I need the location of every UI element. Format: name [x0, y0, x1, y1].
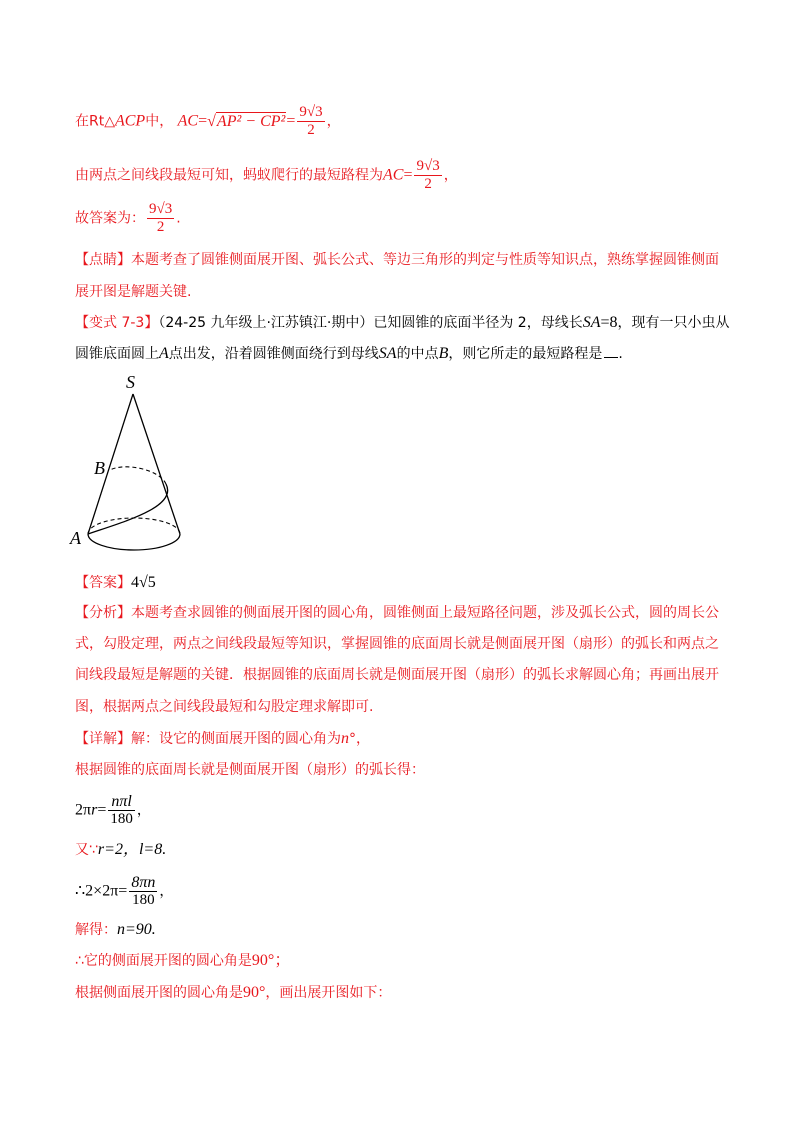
text-ac: AC: [177, 112, 199, 130]
text-q4: ，则它所走的最短路程是: [448, 346, 603, 362]
text-comma: ，: [326, 113, 341, 130]
text-deg: °，: [349, 731, 370, 747]
radicand: AP² − CP²: [216, 112, 286, 130]
text-sa: SA: [582, 314, 601, 331]
text-detail-8c: ，画出展开图如下：: [265, 985, 392, 1001]
frac-den: 2: [156, 219, 165, 235]
detail-8: [75, 983, 391, 1003]
label-s: S: [126, 372, 135, 392]
text-rt: 在Rt△: [75, 113, 115, 130]
frac-num: nπl: [108, 793, 135, 811]
text-q1: 圆锥底面圆上: [75, 346, 159, 362]
line-7: [75, 343, 623, 364]
radical: √AP² − CP²: [207, 112, 286, 130]
line-5: [75, 282, 191, 302]
tag-answer: 【答案】: [75, 575, 131, 591]
line-6: [75, 313, 730, 333]
tag-detail: 【详解】: [75, 731, 131, 747]
text-eq: =: [403, 166, 413, 184]
f2-comma: ，: [159, 883, 174, 900]
text-90deg: 90°；: [251, 952, 291, 969]
text-n90: n=90.: [117, 921, 156, 938]
line-2: [75, 158, 458, 193]
detail-2: [75, 760, 425, 780]
line-3: [75, 201, 181, 236]
label-a: A: [70, 528, 81, 548]
fraction-f1: [108, 793, 135, 828]
path-a-to-b: [88, 484, 168, 534]
text-eq8: =8: [600, 314, 618, 331]
answer-blank: [604, 343, 618, 358]
cone-right-edge: [133, 394, 180, 534]
text-dianjing-2: 展开图是解题关键.: [75, 284, 192, 300]
text-acp: ACP: [114, 112, 146, 130]
base-back-arc: [88, 518, 180, 534]
text-analysis-1: 本题考查求圆锥的侧面展开图的圆心角，圆锥侧面上最短路径问题，涉及弧长公式，圆的周长公: [131, 605, 719, 621]
analysis-1: [75, 603, 719, 623]
text-analysis-3: 间线段最短是解题的关键．根据圆锥的底面周长就是侧面展开图（扇形）的弧长求解圆心角；再画出展开: [75, 667, 719, 683]
fraction-2: [414, 158, 441, 193]
answer-value: 4√5: [131, 574, 156, 591]
detail-7: [75, 951, 290, 971]
detail-6: [75, 920, 156, 940]
text-90deg: 90°: [243, 984, 266, 1001]
text-period: .: [176, 210, 181, 227]
cone-figure: [68, 372, 198, 562]
text-analysis-4: 图，根据两点之间线段最短和勾股定理求解即可.: [75, 699, 374, 715]
tag-variant: 【变式 7-3】: [75, 315, 159, 331]
text-n: n: [341, 730, 349, 747]
text-zhong: 中，: [145, 113, 174, 130]
frac-den: 2: [424, 176, 432, 192]
frac-num: 8πn: [131, 874, 156, 891]
f1-r: r: [91, 801, 98, 819]
f1-comma: ，: [136, 802, 151, 819]
detail-1: [75, 729, 370, 749]
text-eq2: =: [286, 112, 296, 130]
line-1: [75, 104, 341, 139]
analysis-2: [75, 634, 719, 654]
text-you: 又∵: [75, 842, 98, 858]
text-dianjing: 本题考查了圆锥侧面展开图、弧长公式、等边三角形的判定与性质等知识点，熟练掌握圆锥侧面: [131, 252, 719, 268]
f2-lhs: ∴2×2π=: [75, 882, 128, 900]
analysis-4: [75, 697, 373, 717]
path-back-dashed: [110, 467, 166, 484]
text-solve: 解得：: [75, 922, 117, 938]
frac-den: 2: [307, 122, 315, 138]
text-detail-2: 根据圆锥的底面周长就是侧面展开图（扇形）的弧长得：: [75, 762, 425, 778]
text-sa: SA: [378, 345, 397, 362]
detail-4: [75, 840, 166, 860]
frac-num: 9√3: [149, 201, 173, 217]
answer-line: [75, 573, 156, 593]
fraction-f2: [129, 874, 157, 909]
text-a: A: [159, 345, 169, 362]
text-b: B: [438, 345, 449, 362]
text-q2: 点出发，沿着圆锥侧面绕行到母线: [168, 346, 379, 362]
text-shortest: 由两点之间线段最短可知，蚂蚁爬行的最短路程为: [75, 167, 383, 184]
frac-num: 9√3: [416, 158, 440, 174]
tag-analysis: 【分析】: [75, 605, 131, 621]
f1-lhs: 2π: [75, 801, 92, 819]
text-r-l: r=2，l=8.: [97, 841, 167, 858]
text-comma: ，: [443, 167, 458, 184]
text-variant-2: ，现有一只小虫从: [617, 315, 730, 331]
formula-1: [75, 793, 151, 828]
f1-eq: =: [97, 801, 107, 819]
frac-den: 180: [110, 811, 133, 827]
line-4: [75, 250, 719, 270]
label-b: B: [94, 458, 105, 478]
formula-2: [75, 874, 173, 909]
text-variant: （24-25 九年级上·江苏镇江·期中）已知圆锥的底面半径为 2，母线长: [158, 315, 583, 331]
text-ac: AC: [383, 166, 404, 184]
text-answer-is: 故答案为：: [75, 210, 145, 227]
text-detail-8a: 根据侧面展开图的圆心角是: [75, 985, 243, 1001]
text-period: .: [618, 346, 623, 362]
text-analysis-2: 式，勾股定理，两点之间线段最短等知识，掌握圆锥的底面周长就是侧面展开图（扇形）的弧长和两点之: [75, 636, 719, 652]
text-detail-1: 解：设它的侧面展开图的圆心角为: [131, 731, 341, 747]
text-detail-7: ∴它的侧面展开图的圆心角是: [75, 953, 252, 969]
tag-dianjing: 【点睛】: [75, 252, 131, 268]
frac-den: 180: [132, 892, 155, 908]
text-q3: 的中点: [396, 346, 439, 362]
base-front-arc: [88, 534, 180, 550]
fraction-1: [297, 104, 324, 139]
analysis-3: [75, 665, 719, 685]
frac-num: 9√3: [299, 104, 323, 120]
fraction-3: [147, 201, 174, 236]
text-eq: =: [198, 112, 208, 130]
